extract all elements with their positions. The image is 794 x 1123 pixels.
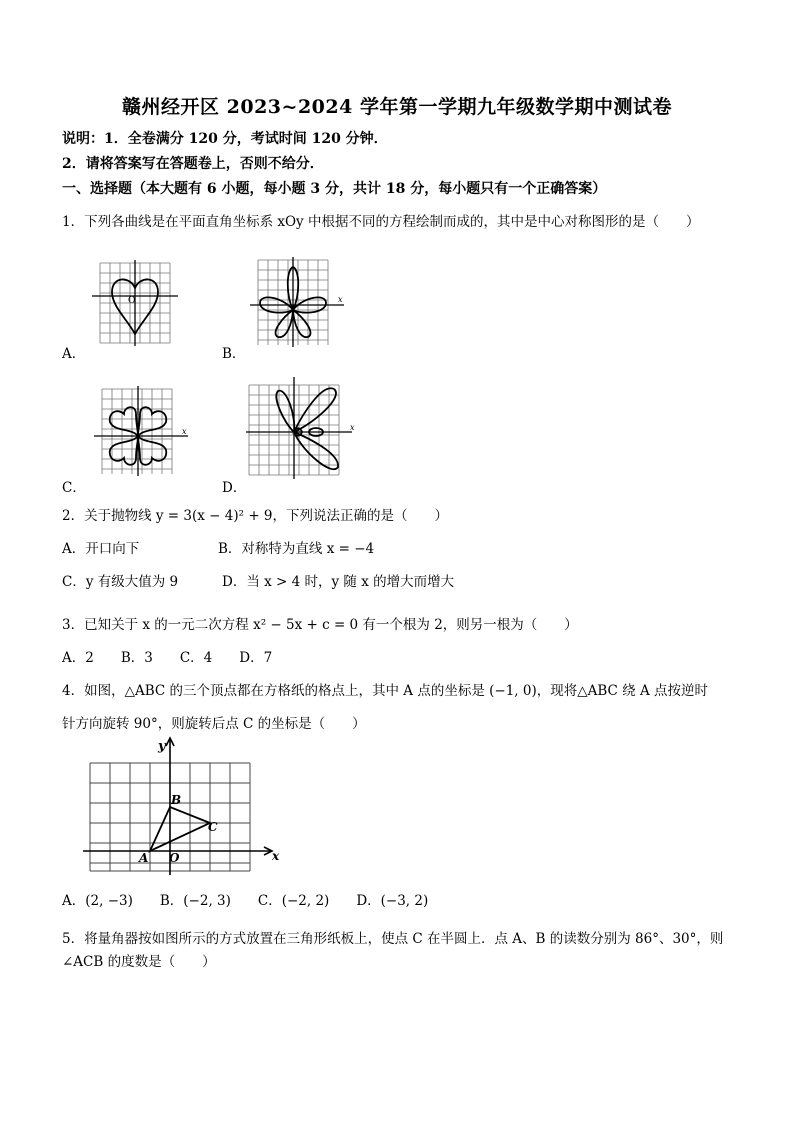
question-3-stem: 3．已知关于 x 的一元二次方程 x² − 5x + c = 0 有一个根为 2，则另一根为（ ） [62, 617, 578, 633]
q4-y-label: y [158, 739, 166, 754]
page-title: 赣州经开区 2023~2024 学年第一学期九年级数学期中测试卷 [122, 96, 672, 118]
question-1-stem: 1．下列各曲线是在平面直角坐标系 xOy 中根据不同的方程绘制而成的，其中是中心对称图形的是（ ） [62, 214, 700, 230]
option-c-graph [92, 384, 192, 479]
q1-option-d[interactable]: D． [222, 480, 247, 496]
q4-origin-label: O [169, 851, 180, 865]
q2-option-b[interactable]: B．对称特为直线 x = −4 [218, 541, 375, 557]
option-b-graph [248, 255, 348, 350]
option-d-graph [244, 375, 359, 480]
question-4-stem-line-2: 针方向旋转 90°，则旋转后点 C 的坐标是（ ） [62, 716, 366, 732]
q2-option-a[interactable]: A．开口向下 [62, 541, 140, 557]
section-heading: 一、选择题（本大题有 6 小题，每小题 3 分，共计 18 分，每小题只有一个正确答案） [62, 181, 607, 197]
q1-option-c[interactable]: C． [62, 480, 86, 496]
q1-option-b[interactable]: B． [222, 346, 246, 362]
q1-option-a[interactable]: A． [62, 346, 86, 362]
graph-c-x-label: x [182, 427, 187, 436]
question-2-stem: 2．关于抛物线 y = 3(x − 4)² + 9，下列说法正确的是（ ） [62, 508, 449, 524]
q2-option-c[interactable]: C．y 有级大值为 9 [62, 574, 179, 590]
q4-x-label: x [272, 849, 280, 863]
q3-options[interactable]: A．2 B．3 C．4 D．7 [62, 650, 273, 666]
question-5-stem-line-2: ∠ACB 的度数是（ ） [62, 954, 216, 970]
option-a-graph [90, 258, 180, 348]
instructions-line-2: 2．请将答案写在答题卷上，否则不给分． [62, 156, 324, 172]
graph-b-x-label: x [338, 295, 343, 304]
q4-point-c-label: C [208, 820, 218, 834]
q4-point-a-label: A [139, 851, 149, 865]
q4-options[interactable]: A．(2, −3) B．(−2, 3) C．(−2, 2) D．(−3, 2) [62, 893, 429, 909]
question-5-stem-line-1: 5．将量角器按如图所示的方式放置在三角形纸板上，使点 C 在半圆上．点 A、B 的读数分别为 86°、30°，则 [62, 931, 724, 947]
instructions-line-1: 说明：1．全卷满分 120 分，考试时间 120 分钟． [62, 131, 388, 147]
graph-d-x-label: x [350, 423, 355, 432]
question-4-grid-figure [58, 735, 283, 880]
q2-option-d[interactable]: D．当 x > 4 时，y 随 x 的增大而增大 [222, 574, 455, 590]
q4-point-b-label: B [171, 793, 182, 807]
question-4-stem-line-1: 4．如图，△ABC 的三个顶点都在方格纸的格点上，其中 A 点的坐标是 (−1, 0)，现将△ABC 绕 A 点按逆时 [62, 683, 708, 699]
graph-a-origin: O [128, 296, 136, 306]
